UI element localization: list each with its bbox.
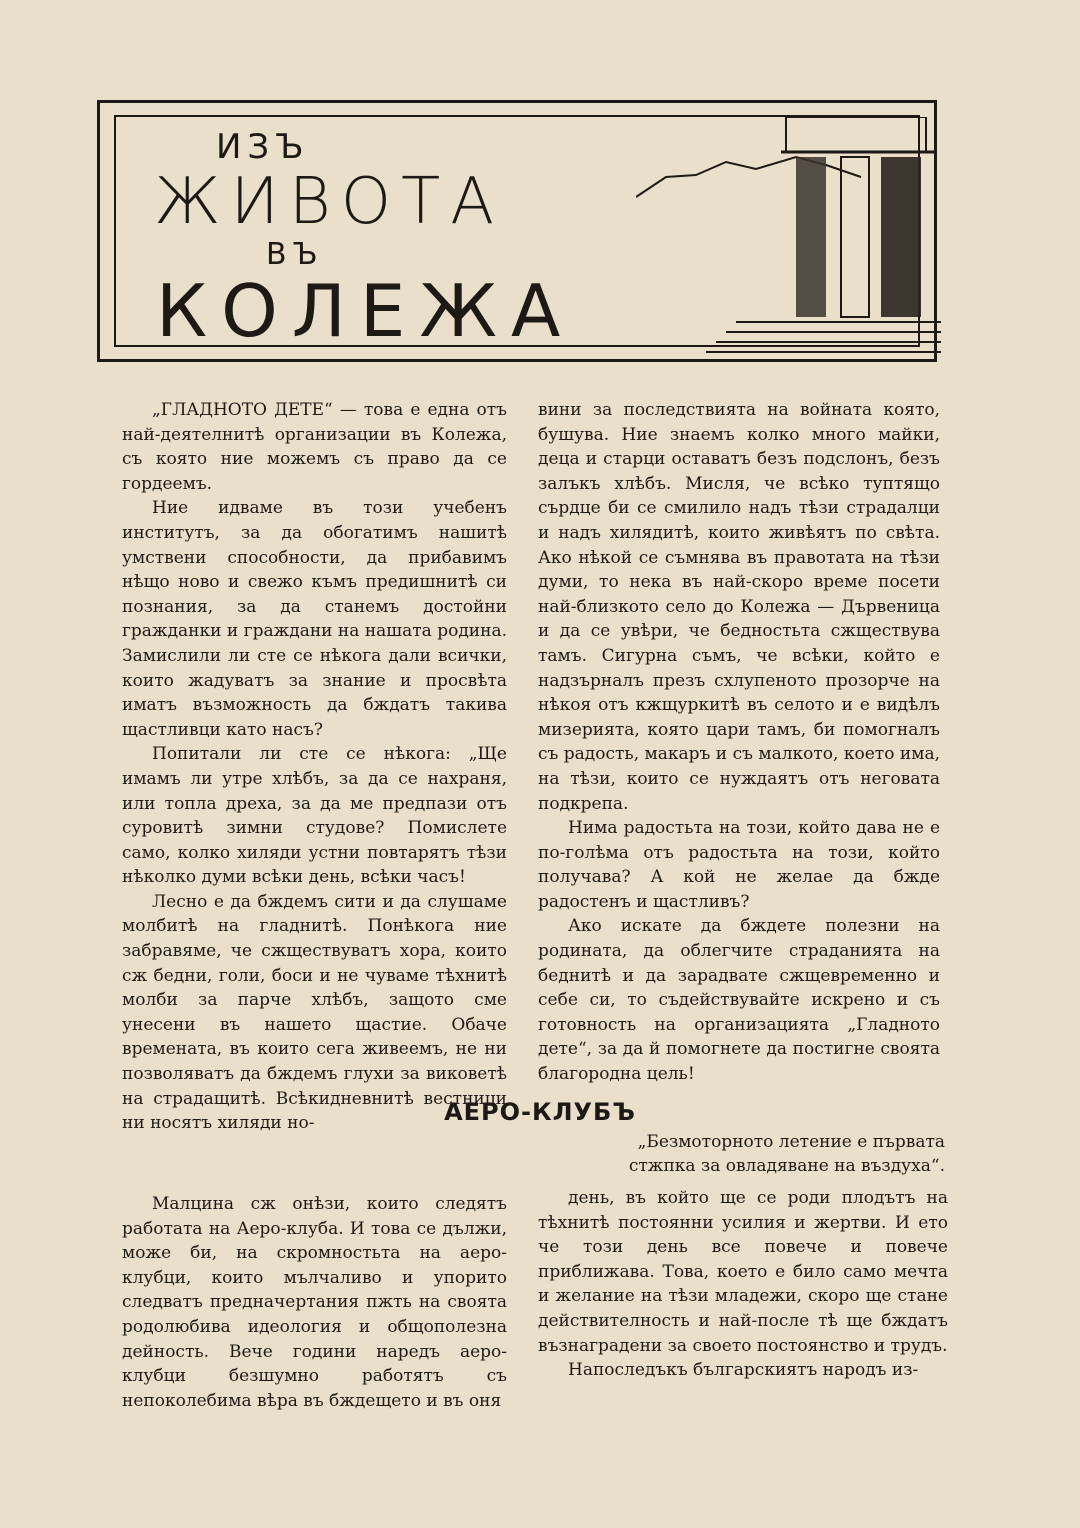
header-line-2: ЖИВОТА	[154, 165, 504, 239]
paragraph: Ако искате да бждете полезни на родината, да облегчите страданията на беднитѣ и да зарадвате сжщевременно и себе си, то съдействувайте искрено и съ готовность на организацията „Гладното дете“, за да й помогнете да постигне своята благородна цель!	[538, 916, 940, 1085]
article-aero-klub-right-column	[538, 1186, 948, 1383]
section-header-frame	[97, 100, 937, 362]
article-aero-klub-title: АЕРО-КЛУБЪ	[444, 1098, 636, 1126]
header-line-3: ВЪ	[266, 237, 324, 272]
article-gladnoto-dete-left-column	[122, 398, 507, 1136]
header-line-4: КОЛЕЖА	[156, 269, 575, 353]
paragraph: Попитали ли сте се нѣкога: „Ще имамъ ли утре хлѣбъ, за да се нахраня, или топла дреха, за да ме предпази отъ суровитѣ зимни студове? Помислете само, колко хиляди устни повтарятъ тѣзи нѣколко думи всѣки день, всѣки часъ!	[122, 744, 507, 888]
article-gladnoto-dete-right-column	[538, 398, 940, 1087]
paragraph: Малцина сж онѣзи, които следятъ работата на Аеро-клуба. И това се дължи, може би, на скромностьта на аеро-клубци, които мълчаливо и упорито следватъ предначертания пжть на своята родолюбива идеология и общополезна дейность. Вече години наредъ аеро-клубци безшумно работятъ съ непоколебима вѣра въ бждещето и въ оня	[122, 1194, 507, 1411]
paragraph: Напоследъкъ българскиятъ народъ из-	[568, 1360, 919, 1381]
paragraph: вини за последствията на войната която, бушува. Ние знаемъ колко много майки, деца и старци оставатъ безъ подслонъ, безъ залъкъ хлѣбъ. Мисля, че всѣко туптящо сърдце би се смилило надъ тѣзи страдалци и надъ хилядитѣ, които живѣятъ по свѣта. Ако нѣкой се съмнява въ правотата на тѣзи думи, то нека въ най-скоро време посети най-близкото село до Колежа — Дървеница и да се увѣри, че бедностьта сжществува тамъ. Сигурна съмъ, че всѣки, който е надзърналъ презъ схлупеното прозорче на нѣкоя отъ кжщуркитѣ въ селото и е видѣлъ мизерията, която цари тамъ, би помогналъ съ радость, макаръ и съ малкото, което има, на тѣзи, които се нуждаятъ отъ неговата подкрепа.	[538, 400, 940, 814]
article-aero-klub-left-column	[122, 1192, 507, 1413]
paragraph: „ГЛАДНОТО ДЕТЕ“ — това е една отъ най-деятелнитѣ организации въ Колежа, съ която ние можемъ съ право да се гордеемъ.	[122, 400, 507, 494]
article-aero-klub-epigraph: „Безмоторното летение е първата стжпка за овладяване на въздуха“.	[628, 1132, 945, 1176]
paragraph: Нима радостьта на този, който дава не е по-голѣма отъ радостьта на този, който получава? А кой не желае да бжде радостенъ и щастливъ?	[538, 818, 940, 912]
colonnade-illustration	[636, 117, 941, 355]
paragraph: день, въ който ще се роди плодътъ на тѣхнитѣ постоянни усилия и жертви. И ето че този день все повече и повече приближава. Това, което е било само мечта и желание на тѣзи младежи, скоро ще стане действителность и най-после тѣ ще бждатъ възнаградени за своето постоянство и трудъ.	[538, 1188, 948, 1356]
header-line-1: ИЗЪ	[216, 127, 310, 167]
paragraph: Лесно е да бждемъ сити и да слушаме молбитѣ на гладнитѣ. Понѣкога ние забравяме, че сжществуватъ хора, които сж бедни, голи, боси и не чуваме тѣхнитѣ молби за парче хлѣбъ, защото сме унесени въ нашето щастие. Обаче времената, въ които сега живеемъ, не ни позволяватъ да бждемъ глухи за виковетѣ на страдащитѣ. Всѣкидневнитѣ вестници ни носятъ хиляди но-	[122, 891, 507, 1134]
section-header-inner-frame	[114, 115, 920, 353]
paragraph: Ние идваме въ този учебенъ институтъ, за да обогатимъ нашитѣ умствени способности, да прибавимъ нѣщо ново и свежо къмъ предишнитѣ си познания, за да станемъ достойни гражданки и граждани на нашата родина. Замислили ли сте се нѣкога дали всички, които жадуватъ за знание и просвѣта иматъ възможность да бждатъ такива щастливци като насъ?	[122, 498, 507, 740]
